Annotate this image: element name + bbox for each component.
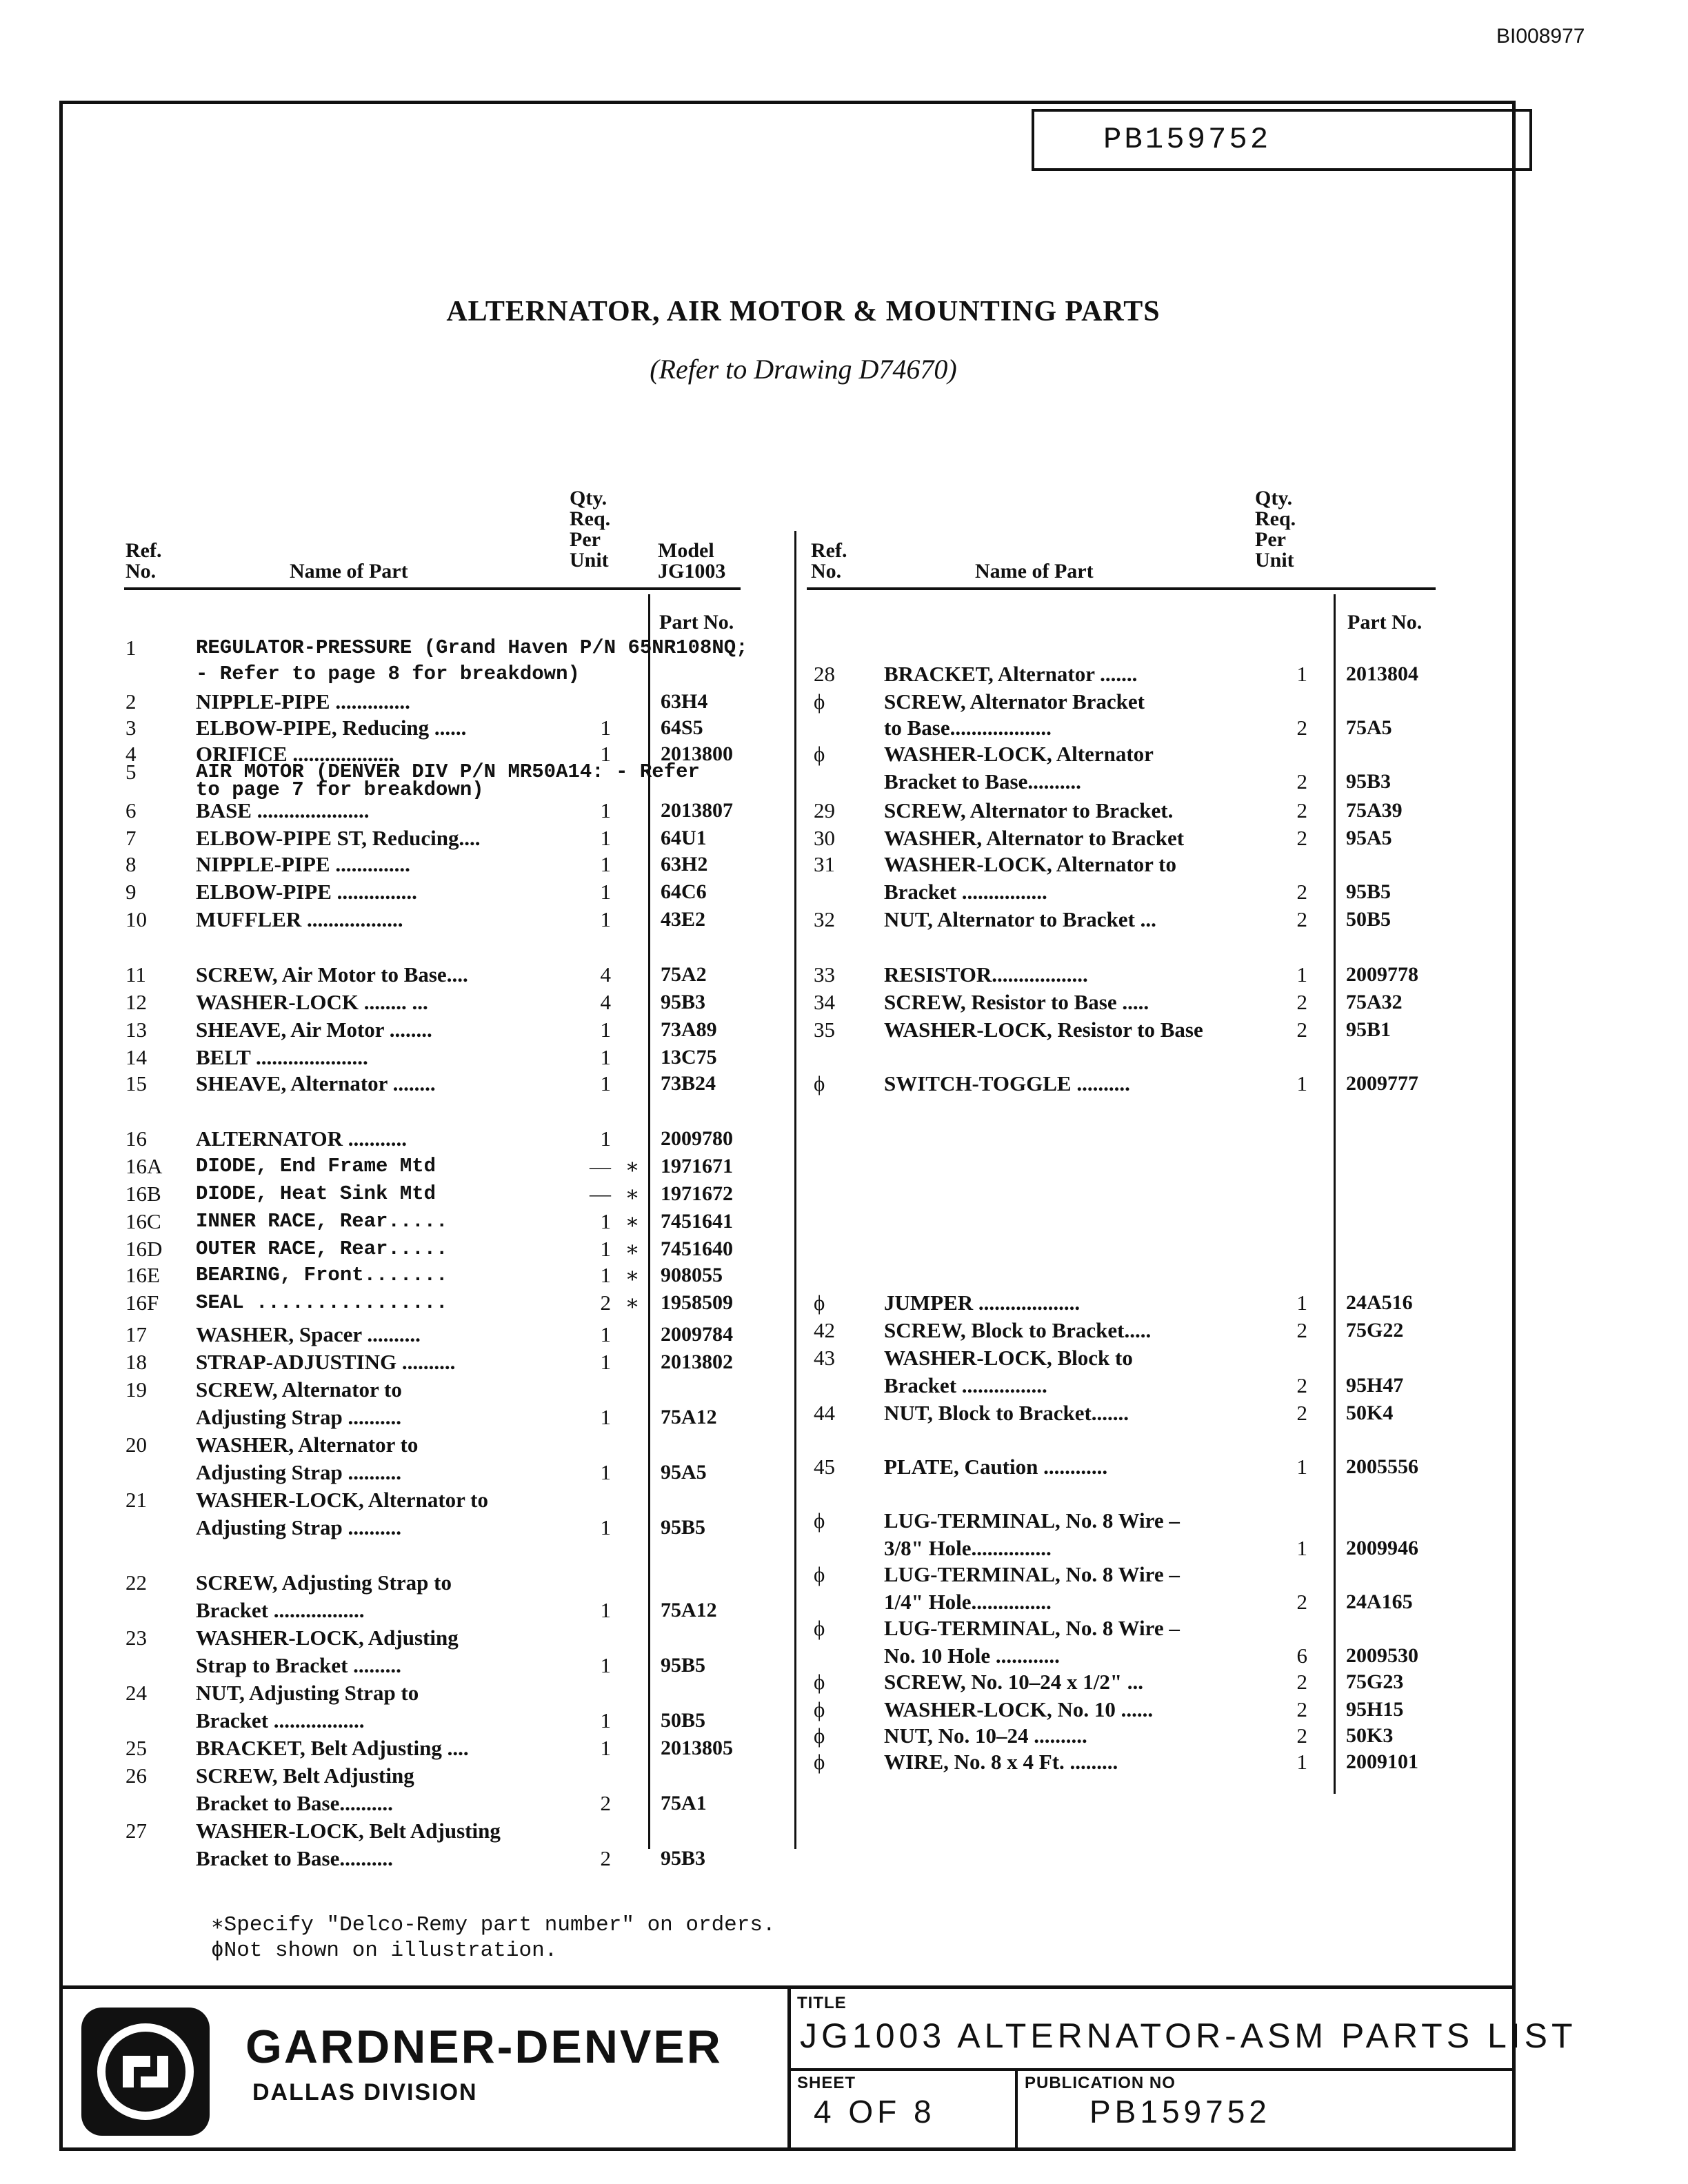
header-qty-right: Qty. Req. Per Unit [1255,487,1296,572]
right-table-qty: 6 [1296,1644,1307,1668]
right-table-ref-no: 31 [814,852,835,876]
left-table-part-name: DIODE, Heat Sink Mtd [196,1182,436,1205]
right-table-part-number: 2013804 [1346,663,1418,685]
left-table-ref-no: 3 [125,716,137,740]
left-table-part-number: 2013805 [661,1737,733,1759]
left-table-ref-no: 13 [125,1018,147,1042]
right-table-qty: 2 [1296,990,1307,1014]
left-table-part-name: Bracket to Base.......... [196,1791,393,1815]
right-table-qty: 2 [1296,826,1307,850]
right-table-qty: 2 [1296,1723,1307,1748]
right-table-part-name: SWITCH-TOGGLE .......... [884,1071,1130,1095]
right-table-ref-no: 34 [814,990,835,1014]
right-table-qty: 2 [1296,1590,1307,1614]
right-table-qty: 1 [1296,1750,1307,1774]
left-table-qty: 1 [600,1350,611,1374]
right-table-part-number: 75G23 [1346,1670,1404,1693]
right-table-qty: 1 [1296,1536,1307,1560]
left-table-part-number: 1958509 [661,1291,733,1314]
left-table-part-number: 2013807 [661,799,733,822]
left-table-qty: 1 [600,1405,611,1429]
left-table-part-number: 64U1 [661,827,707,849]
division-name: DALLAS DIVISION [252,2079,478,2105]
right-table-part-name: PLATE, Caution ............ [884,1455,1108,1479]
left-table-ref-no: 5 [125,760,137,784]
left-table-part-number: 2013800 [661,742,733,765]
left-table-ref-no: 2 [125,689,137,714]
left-table-qty: 1 [600,1653,611,1677]
right-table-ref-no: 43 [814,1346,835,1370]
right-table-qty: 1 [1296,1071,1307,1095]
right-table-part-number: 95B1 [1346,1018,1391,1041]
right-table-part-number: 24A516 [1346,1291,1413,1314]
left-table-ref-no: 12 [125,990,147,1014]
right-table-ref-no: ϕ [814,1508,825,1533]
left-table-part-name: SCREW, Belt Adjusting [196,1763,414,1788]
left-table-part-name: BRACKET, Belt Adjusting .... [196,1736,469,1760]
right-table-part-number: 50K4 [1346,1402,1394,1424]
right-table-part-name: Bracket ................ [884,880,1047,904]
left-table-part-name: WASHER-LOCK, Alternator to [196,1488,488,1512]
right-table-part-name: WIRE, No. 8 x 4 Ft. ......... [884,1750,1118,1774]
left-table-part-number: 2013802 [661,1351,733,1373]
left-table-part-number: 7451641 [661,1210,733,1233]
left-table-ref-no: 21 [125,1488,147,1512]
left-table-part-name: Bracket ................. [196,1708,365,1732]
left-table-ref-no: 23 [125,1626,147,1650]
right-table-part-name: No. 10 Hole ............ [884,1644,1060,1668]
left-table-part-name: Strap to Bracket ......... [196,1653,401,1677]
right-table-part-name: JUMPER ................... [884,1291,1081,1315]
right-table-qty: 2 [1296,1670,1307,1694]
left-table-qty: 1 [600,826,611,850]
left-table-part-name: WASHER-LOCK ........ ... [196,990,428,1014]
left-table-qty: — [590,1182,611,1206]
left-table-part-name: SCREW, Air Motor to Base.... [196,962,468,987]
right-table-ref-no: ϕ [814,1291,825,1315]
left-table-ref-no: 7 [125,826,137,850]
right-table-part-name: SCREW, Alternator Bracket [884,689,1145,714]
right-table-part-number: 2005556 [1346,1455,1418,1478]
left-table-part-name: STRAP-ADJUSTING .......... [196,1350,456,1374]
left-table-part-number: 64C6 [661,880,707,903]
right-table-qty: 2 [1296,1401,1307,1425]
left-table-ref-no: 8 [125,852,137,876]
left-table-part-name: Adjusting Strap .......... [196,1405,401,1429]
header-ref-no-right: Ref. No. [811,539,847,583]
left-table-part-name: Bracket ................. [196,1598,365,1622]
left-table-part-name: WASHER-LOCK, Belt Adjusting [196,1819,501,1843]
left-table-qty: 2 [600,1791,611,1815]
header-rule-right [807,587,1436,590]
left-table-ref-no: 16B [125,1182,161,1206]
company-name: GARDNER-DENVER [245,2021,723,2073]
left-table-qty: 1 [600,1598,611,1622]
left-table-part-number: 75A1 [661,1792,707,1814]
right-table-ref-no: 35 [814,1018,835,1042]
right-table-ref-no: ϕ [814,1723,825,1748]
right-table-part-name: LUG-TERMINAL, No. 8 Wire – [884,1616,1180,1640]
left-table-part-name: NIPPLE-PIPE .............. [196,689,410,714]
left-table-part-number: 1971671 [661,1155,733,1177]
right-table-part-name: 3/8" Hole............... [884,1536,1052,1560]
right-table-part-name: 1/4" Hole............... [884,1590,1052,1614]
right-table-part-name: SCREW, Alternator to Bracket. [884,798,1174,822]
left-table-ref-no: 16 [125,1126,147,1151]
right-table-part-number: 50K3 [1346,1724,1394,1747]
left-table-qty: 1 [600,852,611,876]
left-table-qty: 1 [600,1071,611,1095]
title-block-inner-rule [787,2068,1516,2071]
left-table-qty: 1 [600,1237,611,1261]
right-table-part-name: SCREW, Resistor to Base ..... [884,990,1149,1014]
right-table-part-number: 50B5 [1346,908,1391,931]
right-table-part-number: 95A5 [1346,827,1392,849]
left-table-part-name: ELBOW-PIPE, Reducing ...... [196,716,467,740]
right-table-ref-no: 45 [814,1455,835,1479]
right-table-ref-no: ϕ [814,1562,825,1586]
right-table-part-name: Bracket to Base.......... [884,769,1081,793]
left-table-part-number: 63H4 [661,690,708,713]
left-table-part-name: MUFFLER .................. [196,907,403,931]
left-table-qty: 1 [600,1460,611,1484]
right-table-ref-no: ϕ [814,1616,825,1640]
left-table-part-name: to page 7 for breakdown) [196,778,484,801]
left-table-part-number: 95B3 [661,1847,706,1870]
left-table-part-number: 73B24 [661,1072,716,1095]
header-rule-left [124,587,741,590]
left-table-qty: 1 [600,1708,611,1732]
right-table-part-number: 75G22 [1346,1319,1404,1342]
footnote-not-shown: ϕNot shown on illustration. [211,1939,558,1963]
left-table-qty: 1 [600,1515,611,1539]
right-table-ref-no: 42 [814,1318,835,1342]
left-table-ref-no: 16C [125,1209,161,1233]
right-table-qty: 1 [1296,962,1307,987]
left-table-delco-marker: ∗ [625,1154,640,1178]
left-table-part-name: AIR MOTOR (DENVER DIV P/N MR50A14: - Refer [196,760,700,783]
right-table-part-name: WASHER-LOCK, No. 10 ...... [884,1697,1154,1721]
page-title: ALTERNATOR, AIR MOTOR & MOUNTING PARTS [446,296,1160,327]
left-table-part-number: 908055 [661,1264,723,1286]
left-table-ref-no: 10 [125,907,147,931]
left-table-delco-marker: ∗ [625,1237,640,1261]
right-table-ref-no: ϕ [814,1750,825,1774]
left-table-part-number: 2009784 [661,1323,733,1346]
left-table-qty: 2 [600,1846,611,1870]
left-table-delco-marker: ∗ [625,1263,640,1287]
left-table-part-number: 95B3 [661,991,706,1013]
left-table-qty: 1 [600,907,611,931]
left-table-part-name: INNER RACE, Rear..... [196,1210,448,1233]
left-table-ref-no: 27 [125,1819,147,1843]
left-table-part-number: 64S5 [661,716,703,739]
left-table-ref-no: 20 [125,1433,147,1457]
left-table-ref-no: 1 [125,636,137,660]
left-table-ref-no: 6 [125,798,137,822]
left-table-qty: 1 [600,1018,611,1042]
left-table-ref-no: 26 [125,1763,147,1788]
left-table-part-number: 50B5 [661,1709,706,1732]
left-table-part-name: REGULATOR-PRESSURE (Grand Haven P/N 65NR108NQ; [196,636,748,659]
left-table-part-name: BASE ..................... [196,798,370,822]
header-name-of-part-left: Name of Part [290,560,408,583]
right-table-part-number: 75A39 [1346,799,1403,822]
title-value: JG1003 ALTERNATOR-ASM PARTS LIST [800,2016,1577,2055]
left-table-part-name: SEAL ................ [196,1291,448,1314]
left-table-part-name: Adjusting Strap .......... [196,1460,401,1484]
left-table-part-number: 95B5 [661,1654,706,1677]
right-table-qty: 2 [1296,1697,1307,1721]
left-table-qty: 1 [600,1736,611,1760]
left-table-qty: 2 [600,1291,611,1315]
publication-value: PB159752 [1089,2094,1271,2130]
right-table-ref-no: 30 [814,826,835,850]
left-table-qty: 1 [600,742,611,766]
right-table-part-number: 24A165 [1346,1590,1413,1613]
left-table-part-name: BEARING, Front....... [196,1264,448,1286]
left-table-delco-marker: ∗ [625,1209,640,1233]
left-table-part-name: ELBOW-PIPE ............... [196,880,417,904]
left-table-qty: 1 [600,798,611,822]
sheet-label: SHEET [797,2074,856,2092]
right-table-ref-no: ϕ [814,1071,825,1095]
left-table-part-name: SHEAVE, Alternator ........ [196,1071,436,1095]
right-table-part-number: 2009530 [1346,1644,1418,1667]
sheet-value: 4 OF 8 [814,2094,936,2130]
header-qty-left: Qty. Req. Per Unit [570,487,611,572]
left-table-ref-no: 24 [125,1681,147,1705]
right-table-qty: 2 [1296,880,1307,904]
left-table-qty: 4 [600,990,611,1014]
right-table-qty: 2 [1296,798,1307,822]
right-table-part-name: WASHER-LOCK, Block to [884,1346,1133,1370]
left-table-part-number: 13C75 [661,1046,717,1069]
left-table-qty: 1 [600,1263,611,1287]
right-table-ref-no: 44 [814,1401,835,1425]
left-table-ref-no: 18 [125,1350,147,1374]
right-table-part-name: NUT, Alternator to Bracket ... [884,907,1156,931]
right-table-qty: 2 [1296,769,1307,793]
left-table-part-number: 2009780 [661,1127,733,1150]
left-table-ref-no: 17 [125,1322,147,1346]
left-table-part-name: - Refer to page 8 for breakdown) [196,663,580,685]
left-table-part-number: 75A12 [661,1599,717,1621]
right-table-qty: 2 [1296,907,1307,931]
title-block-inner-divider [1015,2068,1018,2151]
right-table-part-number: 95H47 [1346,1374,1404,1397]
left-table-qty: 1 [600,1045,611,1069]
right-table-part-name: SCREW, Block to Bracket..... [884,1318,1152,1342]
right-table-part-number: 2009101 [1346,1750,1418,1773]
left-table-delco-marker: ∗ [625,1291,640,1315]
left-table-ref-no: 16D [125,1237,163,1261]
right-table-ref-no: ϕ [814,742,825,766]
left-table-ref-no: 15 [125,1071,147,1095]
page-subtitle: (Refer to Drawing D74670) [650,354,957,385]
header-ref-no-left: Ref. No. [125,539,162,583]
left-table-part-number: 95A5 [661,1461,707,1484]
right-table-qty: 1 [1296,662,1307,686]
header-part-no-left: Part No. [659,611,734,634]
right-table-part-number: 95H15 [1346,1698,1404,1721]
left-table-part-name: Adjusting Strap .......... [196,1515,401,1539]
document-id: BI008977 [1496,25,1585,48]
right-table-ref-no: 32 [814,907,835,931]
left-table-delco-marker: ∗ [625,1182,640,1206]
right-table-ref-no: ϕ [814,1697,825,1721]
left-table-ref-no: 19 [125,1377,147,1402]
left-table-part-name: ELBOW-PIPE ST, Reducing.... [196,826,481,850]
right-table-part-name: WASHER, Alternator to Bracket [884,826,1185,850]
right-table-part-name: to Base................... [884,716,1052,740]
column-rule-right-part [1334,594,1336,1794]
header-model-left: Model JG1003 [658,539,726,583]
left-table-qty: 1 [600,716,611,740]
publication-label: PUBLICATION NO [1025,2074,1176,2092]
header-name-of-part-right: Name of Part [975,560,1094,583]
right-table-part-name: SCREW, No. 10–24 x 1/2" ... [884,1670,1144,1694]
right-table-part-name: LUG-TERMINAL, No. 8 Wire – [884,1508,1180,1533]
left-table-part-name: BELT ..................... [196,1045,368,1069]
left-table-part-name: NUT, Adjusting Strap to [196,1681,419,1705]
left-table-part-number: 7451640 [661,1237,733,1260]
footnote-delco-remy: ∗Specify "Delco-Remy part number" on orders. [211,1913,776,1937]
left-table-part-name: OUTER RACE, Rear..... [196,1237,448,1260]
left-table-qty: 4 [600,962,611,987]
title-label: TITLE [797,1994,847,2012]
right-table-ref-no: 29 [814,798,835,822]
left-table-part-name: Bracket to Base.......... [196,1846,393,1870]
column-rule-center [794,531,796,1849]
left-table-part-name: SCREW, Alternator to [196,1377,402,1402]
right-table-qty: 2 [1296,716,1307,740]
left-table-part-name: SCREW, Adjusting Strap to [196,1570,452,1595]
right-table-part-name: WASHER-LOCK, Alternator to [884,852,1176,876]
left-table-ref-no: 4 [125,742,137,766]
left-table-ref-no: 16F [125,1291,159,1315]
left-table-part-number: 75A2 [661,963,707,986]
right-table-ref-no: ϕ [814,1670,825,1694]
right-table-part-name: Bracket ................ [884,1373,1047,1397]
left-table-ref-no: 25 [125,1736,147,1760]
right-table-ref-no: 28 [814,662,835,686]
right-table-ref-no: 33 [814,962,835,987]
right-table-part-number: 95B5 [1346,880,1391,903]
right-table-part-name: NUT, No. 10–24 .......... [884,1723,1087,1748]
right-table-part-number: 2009778 [1346,963,1418,986]
right-table-part-name: RESISTOR.................. [884,962,1088,987]
top-publication-number: PB159752 [1103,123,1272,157]
left-table-part-name: NIPPLE-PIPE .............. [196,852,410,876]
right-table-part-number: 95B3 [1346,770,1391,793]
left-table-part-number: 95B5 [661,1516,706,1539]
right-table-ref-no: ϕ [814,689,825,714]
right-table-part-name: BRACKET, Alternator ....... [884,662,1138,686]
left-table-part-number: 43E2 [661,908,706,931]
left-table-part-number: 75A12 [661,1406,717,1428]
left-table-part-number: 1971672 [661,1182,733,1205]
left-table-part-number: 73A89 [661,1018,717,1041]
left-table-part-name: ORIFICE ................... [196,742,394,766]
left-table-qty: 1 [600,1209,611,1233]
right-table-part-number: 2009777 [1346,1072,1418,1095]
right-table-part-name: NUT, Block to Bracket....... [884,1401,1129,1425]
left-table-ref-no: 11 [125,962,146,987]
right-table-part-number: 75A5 [1346,716,1392,739]
left-table-part-name: WASHER, Alternator to [196,1433,419,1457]
left-table-part-number: 63H2 [661,853,708,876]
left-table-qty: 1 [600,1126,611,1151]
left-table-ref-no: 14 [125,1045,147,1069]
left-table-ref-no: 16E [125,1263,160,1287]
right-table-qty: 1 [1296,1291,1307,1315]
left-table-part-name: SHEAVE, Air Motor ........ [196,1018,432,1042]
left-table-part-name: WASHER-LOCK, Adjusting [196,1626,459,1650]
right-table-part-name: WASHER-LOCK, Alternator [884,742,1154,766]
left-table-qty: 1 [600,880,611,904]
right-table-qty: 2 [1296,1373,1307,1397]
right-table-part-number: 2009946 [1346,1537,1418,1559]
left-table-qty: 1 [600,1322,611,1346]
right-table-qty: 2 [1296,1318,1307,1342]
right-table-qty: 2 [1296,1018,1307,1042]
right-table-qty: 1 [1296,1455,1307,1479]
right-table-part-name: LUG-TERMINAL, No. 8 Wire – [884,1562,1180,1586]
left-table-part-name: WASHER, Spacer .......... [196,1322,421,1346]
right-table-part-name: WASHER-LOCK, Resistor to Base [884,1018,1203,1042]
header-part-no-right: Part No. [1347,611,1423,634]
left-table-part-name: DIODE, End Frame Mtd [196,1155,436,1177]
left-table-part-name: ALTERNATOR ........... [196,1126,408,1151]
gardner-denver-logo-icon [81,2008,210,2136]
left-table-ref-no: 16A [125,1154,163,1178]
left-table-ref-no: 9 [125,880,137,904]
left-table-qty: — [590,1154,611,1178]
right-table-part-number: 75A32 [1346,991,1403,1013]
left-table-ref-no: 22 [125,1570,147,1595]
